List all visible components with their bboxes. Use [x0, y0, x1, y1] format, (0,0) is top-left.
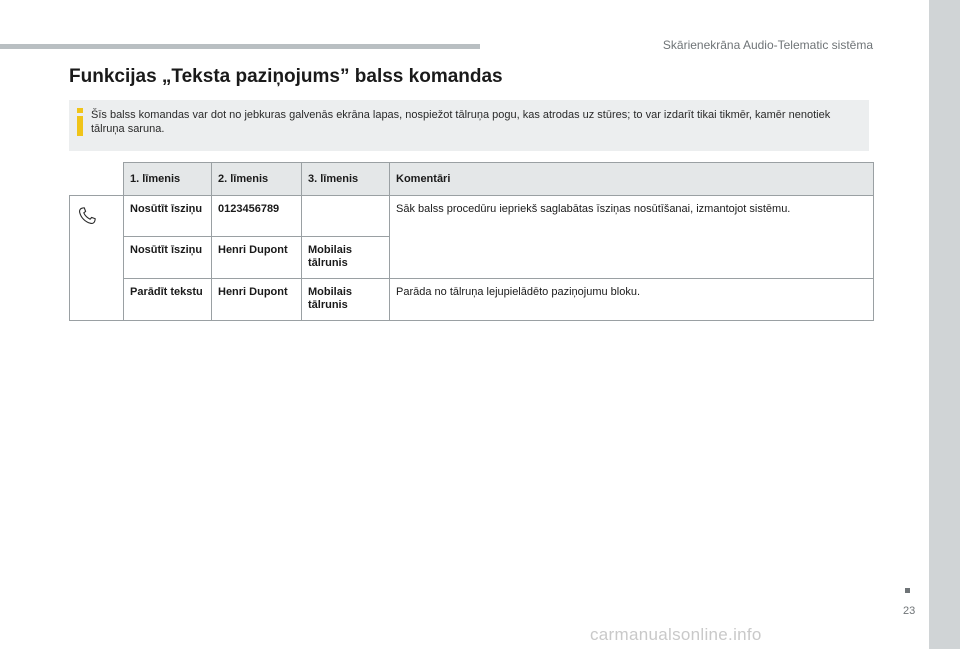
- side-strip: [929, 0, 960, 649]
- table-header-level1: 1. līmenis: [124, 163, 212, 196]
- voice-command-table: [69, 162, 874, 321]
- table-row: [70, 279, 874, 321]
- row3-comment: Parāda no tālruņa lejupielādēto paziņojumu bloku.: [390, 279, 874, 321]
- table-header-comments: Komentāri: [390, 163, 874, 196]
- row1-level1: Nosūtīt īsziņu: [124, 196, 212, 237]
- row1-level2: 0123456789: [212, 196, 302, 237]
- table-header-level2: 2. līmenis: [212, 163, 302, 196]
- row2-level2: Henri Dupont: [212, 237, 302, 279]
- row3-level1: Parādīt tekstu: [124, 279, 212, 321]
- info-text: Šīs balss komandas var dot no jebkuras galvenās ekrāna lapas, nospiežot tālruņa pogu, kas atrodas uz stūres; to var izdarīt tikai tikmēr, kamēr nenotiek tālruņa saruna.: [91, 109, 831, 135]
- phone-icon: [76, 205, 98, 227]
- info-icon: [77, 108, 83, 136]
- table-header-blank: [70, 163, 124, 196]
- table-row: [70, 196, 874, 237]
- page-marker: [905, 588, 910, 593]
- table-header-row: [70, 163, 874, 196]
- row2-level1: Nosūtīt īsziņu: [124, 237, 212, 279]
- page-title: Funkcijas „Teksta paziņojums” balss komandas: [69, 66, 503, 87]
- info-box: [69, 100, 869, 151]
- row2-level3: Mobilais tālrunis: [302, 237, 390, 279]
- table-header-level3: 3. līmenis: [302, 163, 390, 196]
- row1-comment: Sāk balss procedūru iepriekš saglabātas īsziņas nosūtīšanai, izmantojot sistēmu.: [390, 196, 874, 279]
- row3-level2: Henri Dupont: [212, 279, 302, 321]
- watermark: carmanualsonline.info: [590, 625, 762, 644]
- row1-level3: [302, 196, 390, 237]
- phone-icon-cell: [70, 196, 124, 321]
- section-title: Skārienekrāna Audio-Telematic sistēma: [662, 38, 873, 52]
- page-number: 23: [903, 605, 916, 617]
- row3-level3: Mobilais tālrunis: [302, 279, 390, 321]
- header-rule: [0, 44, 480, 49]
